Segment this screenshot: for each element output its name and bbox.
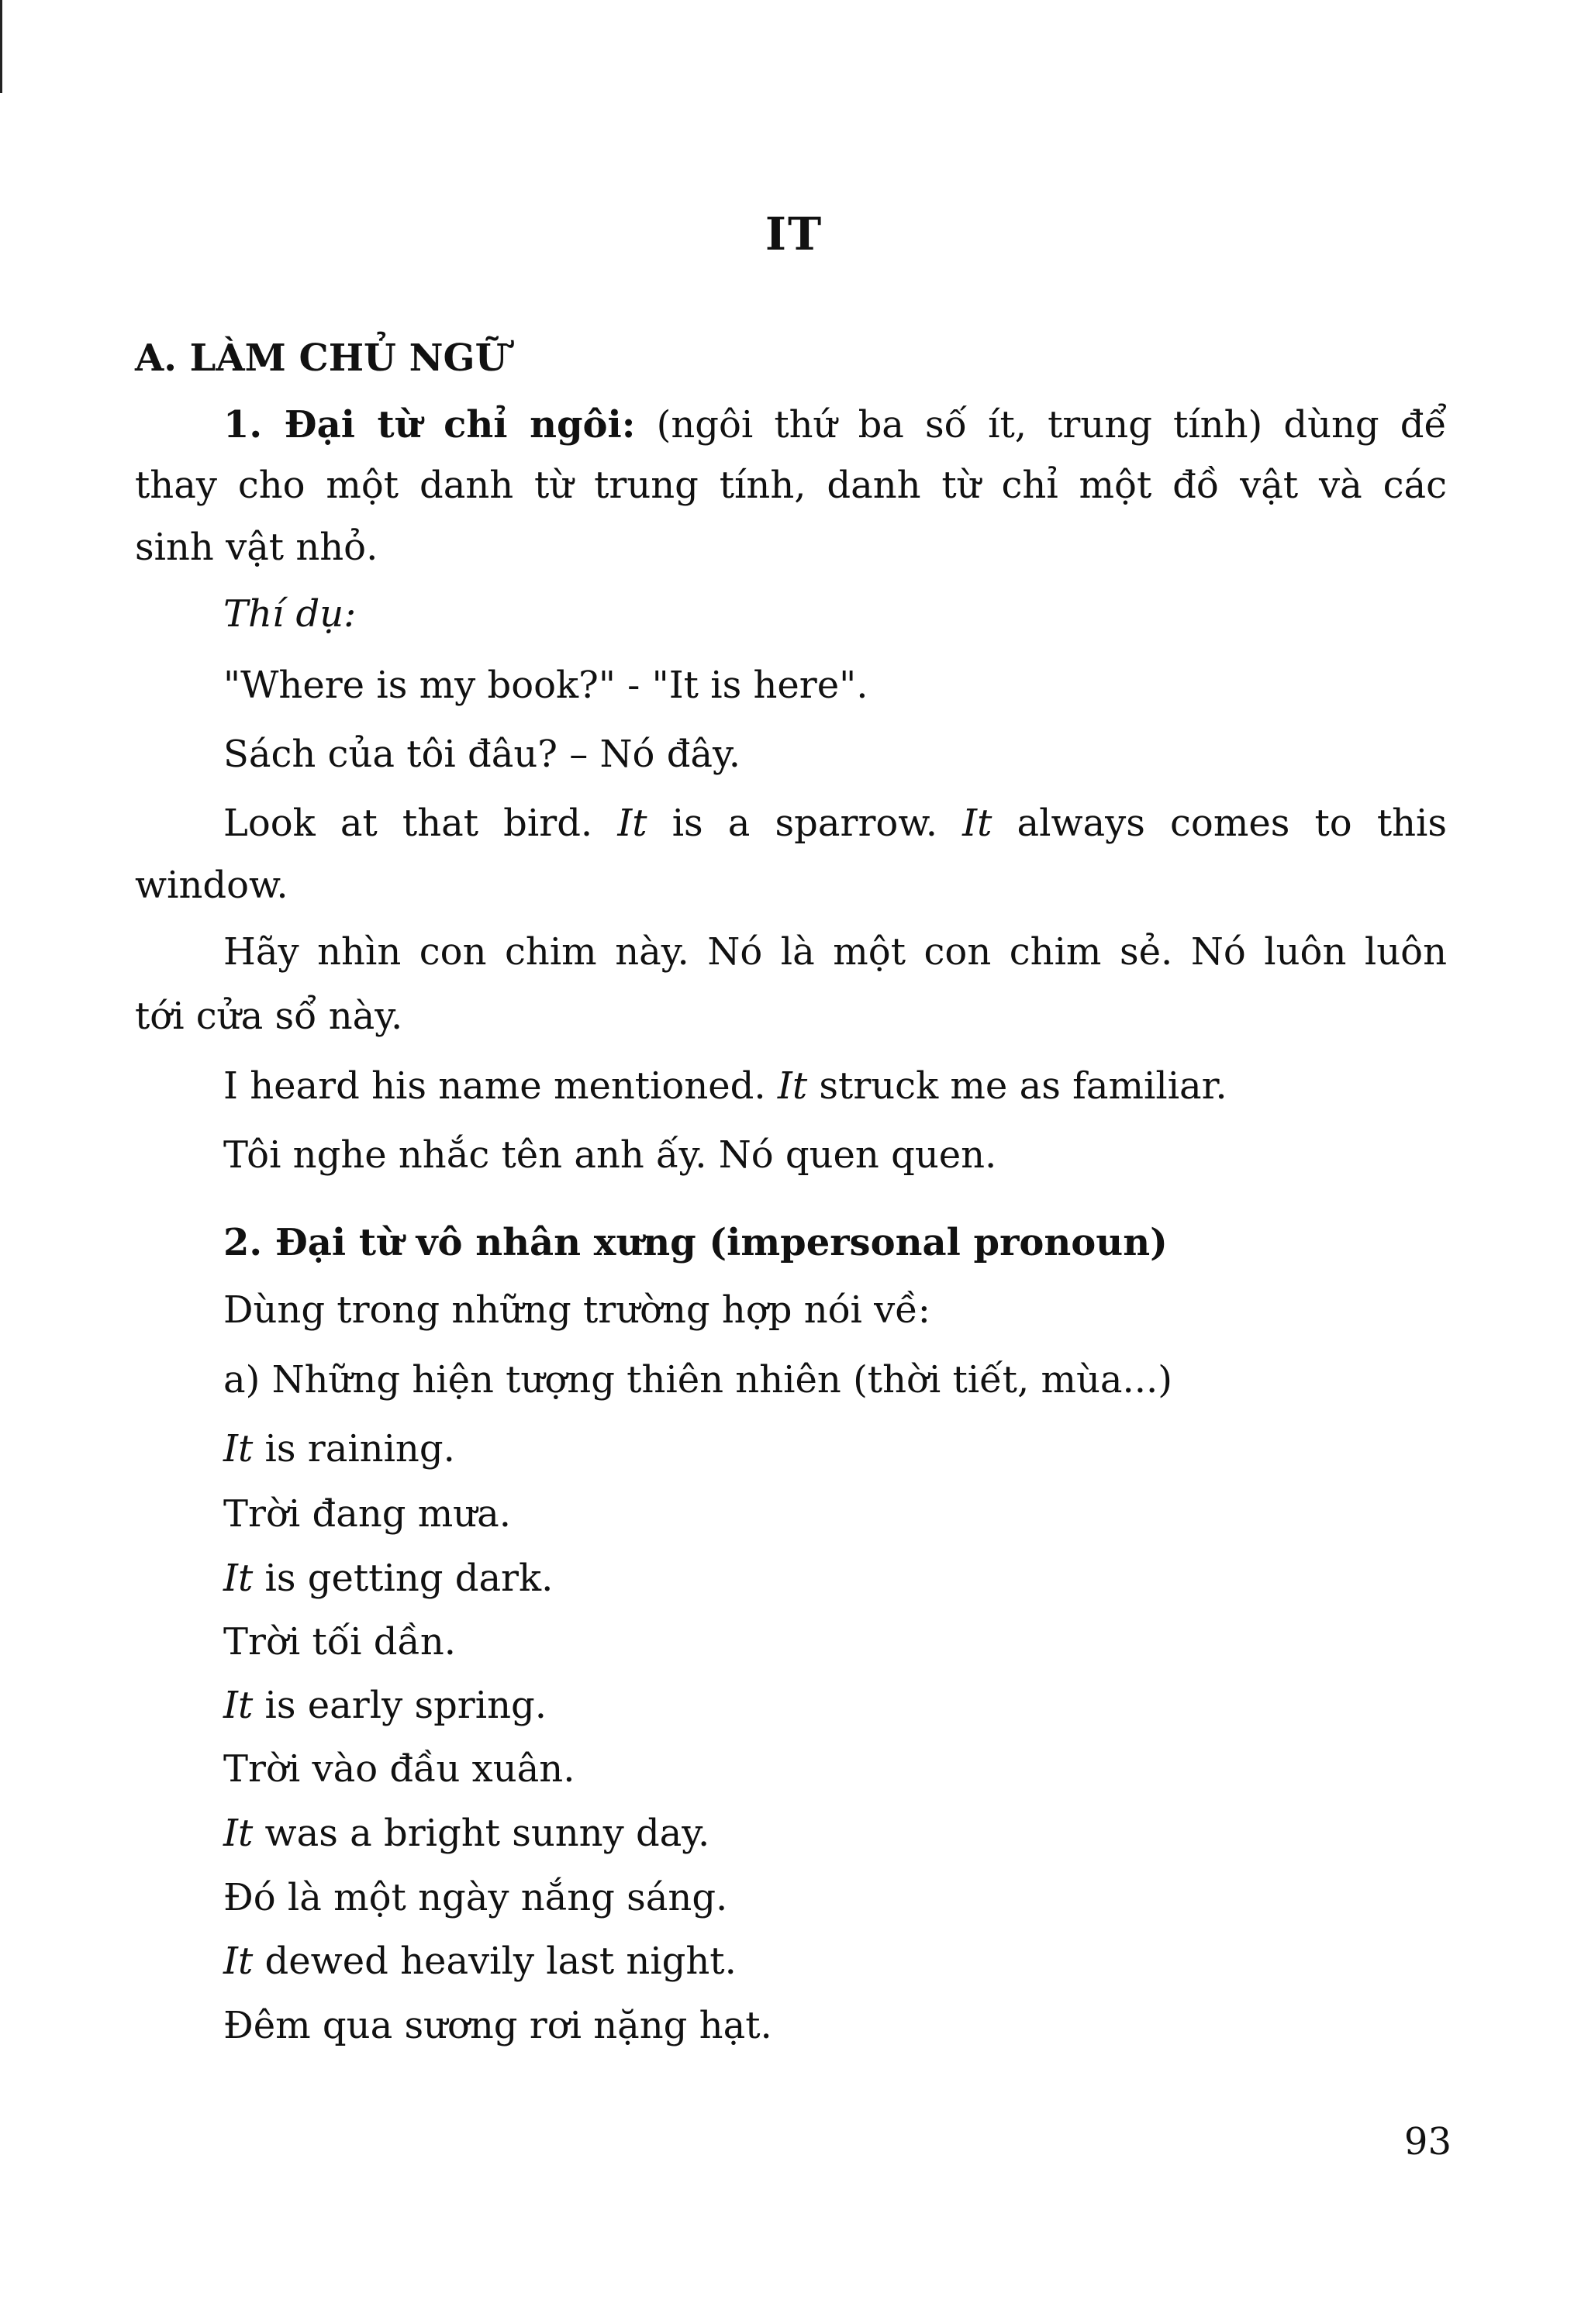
weather-example-vi: Trời vào đầu xuân. xyxy=(223,1747,575,1791)
item2-intro: Dùng trong những trường hợp nói về: xyxy=(223,1288,930,1332)
weather-example-en xyxy=(223,1812,709,1855)
weather-en-text: dewed heavily last night. xyxy=(253,1940,737,1983)
example-bird-en-cont: window. xyxy=(135,864,288,907)
example-book-vi: Sách của tôi đâu? – Nó đây. xyxy=(223,733,741,776)
it-word: It xyxy=(223,1427,254,1471)
item2-sub-a: a) Những hiện tượng thiên nhiên (thời tiết, mùa...) xyxy=(223,1358,1173,1402)
it-word: It xyxy=(223,1684,254,1727)
bird-en-part-c: always comes to this xyxy=(992,802,1448,845)
weather-example-en xyxy=(223,1940,737,1983)
example-bird-vi-cont: tới cửa sổ này. xyxy=(135,995,403,1038)
weather-en-text: is early spring. xyxy=(253,1684,547,1727)
bird-en-it-2: It xyxy=(962,802,992,845)
item2-heading: 2. Đại từ vô nhân xưng (impersonal pronoun) xyxy=(223,1221,1168,1264)
it-word: It xyxy=(223,1557,254,1600)
weather-example-en xyxy=(223,1684,547,1727)
example-label: Thí dụ: xyxy=(223,592,357,636)
example-bird-vi: Hãy nhìn con chim này. Nó là một con chim sẻ. Nó luôn luôn xyxy=(223,930,1447,974)
bird-en-part-a: Look at that bird. xyxy=(223,802,618,845)
item1-line1 xyxy=(223,403,1447,447)
example-name-vi: Tôi nghe nhắc tên anh ấy. Nó quen quen. xyxy=(223,1133,997,1177)
weather-en-text: is raining. xyxy=(253,1427,455,1471)
weather-en-text: is getting dark. xyxy=(253,1557,554,1600)
name-en-part-a: I heard his name mentioned. xyxy=(223,1064,778,1108)
item1-line2: thay cho một danh từ trung tính, danh từ chỉ một đồ vật và các xyxy=(135,464,1447,507)
bird-en-it-1: It xyxy=(617,802,647,845)
item1-label: 1. Đại từ chỉ ngôi: xyxy=(223,403,636,447)
name-en-it: It xyxy=(777,1064,808,1108)
weather-example-en xyxy=(223,1557,553,1600)
section-heading-a: A. LÀM CHỦ NGỮ xyxy=(135,336,508,380)
it-word: It xyxy=(223,1812,254,1855)
weather-example-vi: Đó là một ngày nắng sáng. xyxy=(223,1876,728,1919)
example-bird-en xyxy=(223,802,1447,845)
page-number: 93 xyxy=(1403,2120,1452,2164)
weather-example-en xyxy=(223,1427,455,1471)
page-title: IT xyxy=(765,208,823,260)
weather-en-text: was a bright sunny day. xyxy=(253,1812,710,1855)
weather-example-vi: Trời đang mưa. xyxy=(223,1492,512,1536)
scan-edge-mark xyxy=(0,0,2,93)
example-book-en: "Where is my book?" - "It is here". xyxy=(223,664,868,707)
bird-en-part-b: is a sparrow. xyxy=(647,802,963,845)
item1-desc-1: (ngôi thứ ba số ít, trung tính) dùng để xyxy=(635,403,1447,447)
it-word: It xyxy=(223,1940,254,1983)
weather-example-vi: Đêm qua sương rơi nặng hạt. xyxy=(223,2004,772,2047)
name-en-part-b: struck me as familiar. xyxy=(807,1064,1227,1108)
example-name-en xyxy=(223,1064,1227,1108)
weather-example-vi: Trời tối dần. xyxy=(223,1620,457,1664)
item1-line3: sinh vật nhỏ. xyxy=(135,526,378,569)
